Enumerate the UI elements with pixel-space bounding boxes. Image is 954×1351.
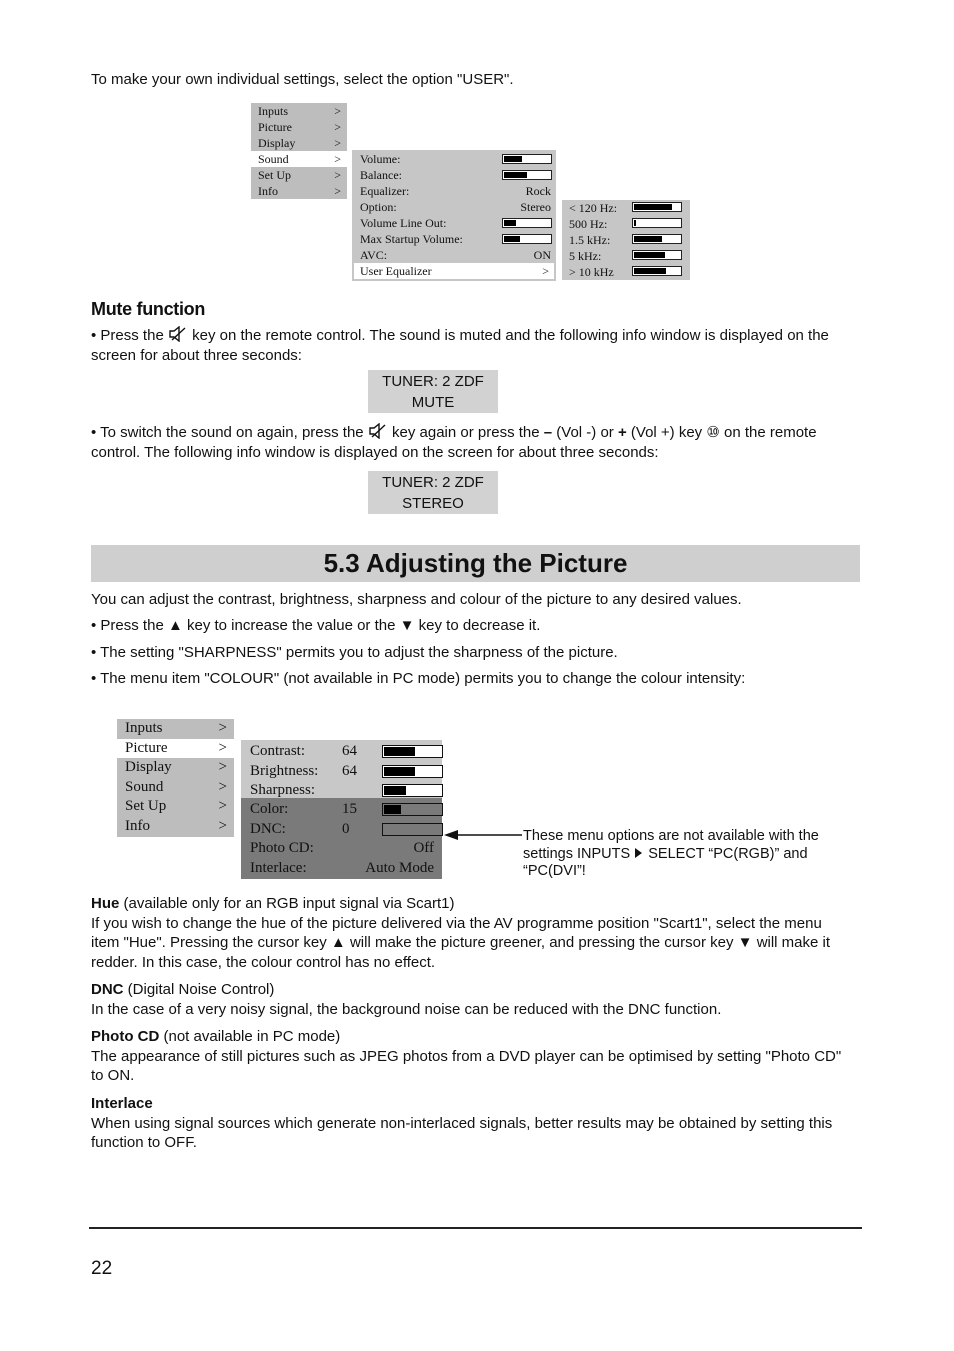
hue-subtitle: (available only for an RGB input signal via Scart1) [123, 895, 455, 912]
menu-item-label: Set Up [125, 798, 167, 815]
section-header [91, 545, 860, 582]
section-bullet-3: • The menu item "COLOUR" (not available in PC mode) permits you to change the colour intensity: [91, 670, 746, 687]
up-arrow-icon: ▲ [330, 934, 346, 951]
menu-item-label: Sharpness: [250, 782, 315, 798]
menu-item [562, 248, 690, 264]
menu-item [562, 216, 690, 232]
dnc-block [91, 980, 851, 1019]
down-arrow-icon: ▼ [737, 934, 753, 951]
menu-item [117, 758, 234, 778]
menu-item-label: Inputs [258, 104, 288, 118]
arrow-right-icon [634, 846, 644, 862]
level-bar [382, 765, 443, 778]
down-arrow-icon: ▼ [399, 617, 415, 634]
section-title: 5.3 Adjusting the Picture [323, 548, 628, 578]
menu-item-label: 1.5 kHz: [569, 233, 611, 247]
text: • Press the [91, 327, 164, 344]
menu-item-label: Picture [258, 120, 292, 134]
menu-item-label: > 10 kHz [569, 265, 614, 279]
level-bar-fill [634, 220, 636, 226]
hue-title: Hue [91, 895, 120, 912]
page-number: 22 [91, 1258, 113, 1279]
menu-item-label: Display [125, 759, 172, 776]
menu-item [352, 199, 556, 215]
level-bar [632, 266, 682, 276]
menu-item-label: Sound [258, 152, 289, 166]
menu-item-label: 500 Hz: [569, 217, 608, 231]
text: In the case of a very noisy signal, the background noise can be reduced with the DNC function. [91, 1000, 722, 1018]
level-bar [382, 803, 443, 816]
osd-user-equalizer [562, 200, 690, 280]
info-line: MUTE [411, 394, 455, 411]
chevron-right-icon: > [218, 739, 227, 756]
dnc-subtitle: (Digital Noise Control) [127, 981, 275, 998]
osd-picture-main-menu [117, 719, 234, 837]
menu-item [117, 719, 234, 739]
menu-item-label: 5 kHz: [569, 249, 602, 263]
level-bar [632, 202, 682, 212]
menu-item-label: Photo CD: [250, 840, 314, 856]
menu-item [352, 231, 556, 247]
text: key again or press the [392, 424, 540, 441]
level-bar [502, 218, 552, 228]
section-bullet-2: • The setting "SHARPNESS" permits you to adjust the sharpness of the picture. [91, 644, 618, 661]
menu-item-value: Rock [525, 184, 551, 198]
menu-item-label: < 120 Hz: [569, 201, 618, 215]
menu-item-label: Info [125, 817, 150, 834]
menu-item-value: 15 [342, 801, 357, 817]
menu-item [250, 820, 438, 839]
menu-item-value: > [542, 264, 549, 278]
mute-bullet-2 [91, 423, 851, 462]
menu-item [117, 797, 234, 817]
menu-item-label: Color: [250, 801, 289, 817]
text: • To switch the sound on again, press the [91, 424, 364, 441]
level-bar [382, 745, 443, 758]
key-number-10: ⑩ [706, 424, 720, 441]
level-bar-fill [384, 767, 415, 776]
level-bar-fill [634, 252, 665, 258]
text: (Vol +) key [630, 424, 703, 441]
menu-item-label: Contrast: [250, 743, 305, 759]
minus-key-glyph: – [543, 424, 553, 441]
up-arrow-icon: ▲ [167, 617, 183, 634]
menu-item-label: Picture [125, 739, 168, 756]
info-line: TUNER: 2 ZDF [382, 474, 484, 491]
menu-item [352, 247, 556, 263]
text: (Vol -) or [556, 424, 614, 441]
text: key to decrease it. [418, 617, 541, 634]
level-bar-fill [504, 220, 516, 226]
chevron-right-icon: > [334, 184, 341, 198]
level-bar [632, 218, 682, 228]
level-bar [502, 154, 552, 164]
chevron-right-icon: > [334, 152, 341, 166]
level-bar-fill [384, 747, 415, 756]
menu-item [352, 183, 556, 199]
hue-block [91, 894, 851, 972]
level-bar [502, 234, 552, 244]
menu-item [251, 103, 347, 119]
menu-item [251, 135, 347, 151]
interlace-title: Interlace [91, 1095, 153, 1112]
menu-item [251, 119, 347, 135]
menu-item-label: AVC: [360, 248, 388, 262]
menu-item [251, 167, 347, 183]
menu-item-value: 64 [342, 743, 357, 759]
menu-item-value: Stereo [520, 200, 551, 214]
menu-item [352, 167, 556, 183]
pointer-arrow-icon [442, 828, 524, 842]
level-bar-fill [384, 786, 406, 795]
dnc-title: DNC [91, 981, 124, 998]
level-bar [382, 784, 443, 797]
level-bar [632, 250, 682, 260]
menu-item-value: ON [533, 248, 551, 262]
osd-main-menu [251, 103, 347, 199]
photo-cd-subtitle: (not available in PC mode) [163, 1028, 341, 1045]
mute-speaker-icon [168, 327, 188, 344]
menu-item [251, 183, 347, 199]
level-bar [632, 234, 682, 244]
menu-item [354, 263, 554, 279]
footer-rule [89, 1227, 862, 1229]
menu-item-value: Off [413, 840, 434, 856]
picture-submenu-available [241, 740, 442, 798]
menu-item [117, 817, 234, 837]
osd-picture-submenu [241, 740, 442, 879]
chevron-right-icon: > [218, 798, 227, 815]
menu-item-label: Sound [125, 778, 164, 795]
menu-item-label: Volume Line Out: [360, 216, 447, 230]
interlace-block [91, 1094, 851, 1153]
info-line: TUNER: 2 ZDF [382, 373, 484, 390]
chevron-right-icon: > [218, 778, 227, 795]
menu-item-label: User Equalizer [360, 264, 432, 278]
chevron-right-icon: > [334, 168, 341, 182]
menu-item-value: 64 [342, 762, 357, 779]
menu-item [352, 215, 556, 231]
menu-item-label: Max Startup Volume: [360, 232, 463, 246]
text: will make it redder. In this case, the colour control has no effect. [91, 934, 831, 971]
chevron-right-icon: > [218, 720, 227, 736]
level-bar-fill [504, 172, 527, 178]
menu-item-label: DNC: [250, 820, 286, 837]
menu-item [562, 264, 690, 280]
chevron-right-icon: > [334, 104, 341, 118]
menu-item [117, 778, 234, 798]
photo-cd-block [91, 1027, 851, 1086]
picture-submenu-unavailable [241, 798, 442, 879]
chevron-right-icon: > [218, 817, 227, 834]
chevron-right-icon: > [334, 120, 341, 134]
plus-key-glyph: + [617, 424, 627, 441]
menu-item [250, 839, 438, 858]
menu-item [562, 200, 690, 216]
level-bar-fill [384, 805, 401, 814]
menu-item-label: Balance: [360, 168, 402, 182]
menu-item [250, 800, 438, 819]
menu-item [250, 742, 438, 761]
text: key to increase the value or the [186, 617, 396, 634]
pc-mode-note [523, 828, 843, 881]
menu-item [250, 762, 438, 781]
level-bar-fill [634, 236, 662, 242]
text: will make the picture greener, and pressing the cursor key [349, 934, 734, 951]
text: These menu options are not available with the settings INPUTS [523, 828, 819, 862]
menu-item-label: Volume: [360, 152, 401, 166]
level-bar-fill [504, 156, 522, 162]
text: • Press the [91, 617, 164, 634]
section-bullet-1 [91, 616, 861, 636]
menu-item [250, 859, 438, 878]
menu-item-value: 0 [342, 820, 350, 837]
info-line: STEREO [402, 495, 464, 512]
menu-item-value: Auto Mode [365, 859, 434, 876]
level-bar [382, 823, 443, 836]
chevron-right-icon: > [218, 759, 227, 776]
section-para: You can adjust the contrast, brightness, sharpness and colour of the picture to any desired values. [91, 591, 742, 608]
text: The appearance of still pictures such as JPEG photos from a DVD player can be optimised by setting "Photo CD" to ON. [91, 1047, 842, 1084]
level-bar-fill [634, 268, 666, 274]
osd-sound-submenu [352, 150, 556, 281]
level-bar [502, 170, 552, 180]
mute-speaker-icon [368, 424, 388, 441]
menu-item [117, 739, 234, 759]
intro-text: To make your own individual settings, select the option "USER". [91, 71, 514, 88]
level-bar-fill [504, 236, 520, 242]
menu-item-label: Inputs [125, 720, 163, 736]
photo-cd-title: Photo CD [91, 1028, 160, 1045]
menu-item-label: Option: [360, 200, 397, 214]
mute-heading: Mute function [91, 299, 206, 319]
info-window-mute [368, 370, 498, 413]
text: on the remote control. The following info window is displayed on the screen for about three seconds: [91, 424, 817, 461]
chevron-right-icon: > [334, 136, 341, 150]
menu-item [562, 232, 690, 248]
menu-item-label: Brightness: [250, 762, 319, 779]
menu-item-label: Display [258, 136, 296, 150]
text: key on the remote control. The sound is muted and the following info window is displayed on the screen for about three seconds: [91, 327, 829, 364]
menu-item-label: Interlace: [250, 859, 307, 876]
info-window-stereo [368, 471, 498, 514]
text: If you wish to change the hue of the picture delivered via the AV programme position "Scart1", select the menu item "Hue". Pressing the cursor key [91, 914, 822, 951]
menu-item [251, 151, 347, 167]
mute-bullet-1 [91, 326, 851, 365]
menu-item-label: Info [258, 184, 278, 198]
menu-item-label: Equalizer: [360, 184, 410, 198]
level-bar-fill [634, 204, 672, 210]
text: When using signal sources which generate non-interlaced signals, better results may be obtained by setting this function to OFF. [91, 1114, 833, 1151]
text: SELECT “PC(RGB)” and “PC(DVI”! [523, 845, 808, 879]
menu-item-label: Set Up [258, 168, 291, 182]
menu-item [352, 151, 556, 167]
